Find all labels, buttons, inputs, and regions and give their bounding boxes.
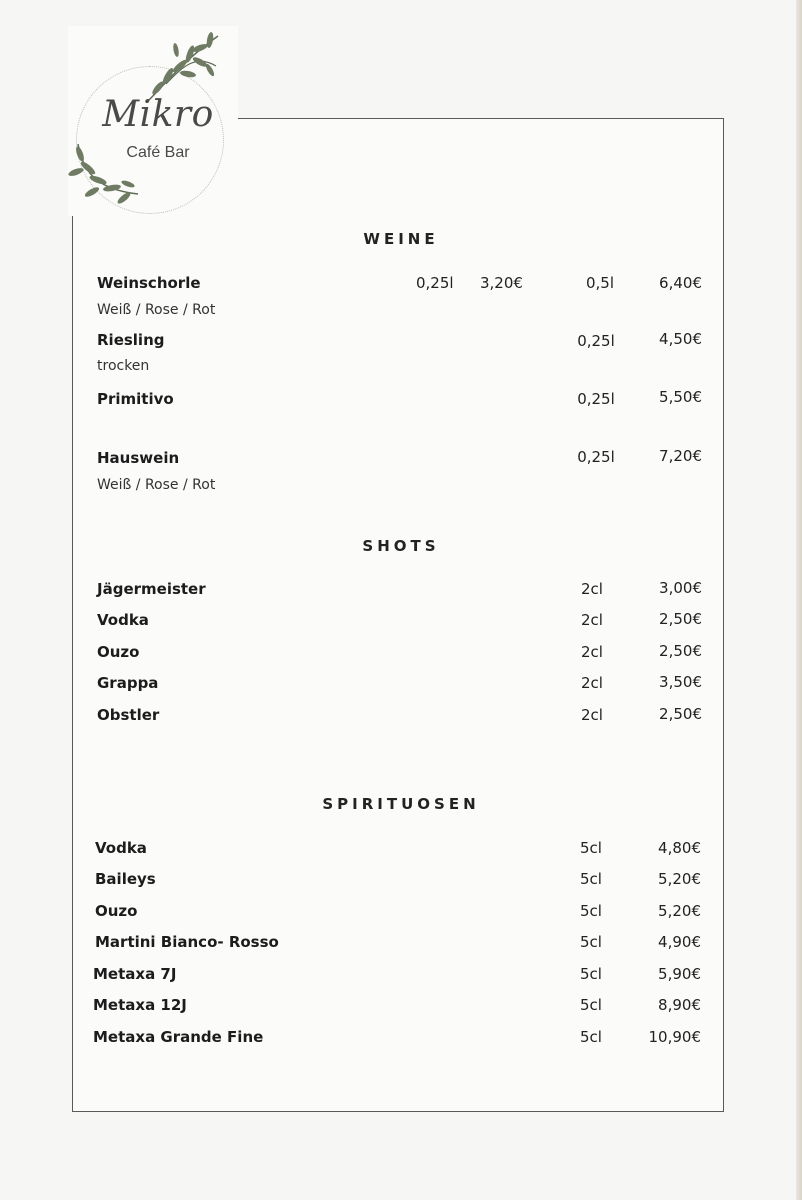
menu-item-description: Weiß / Rose / Rot: [97, 302, 216, 318]
menu-item-price: 8,90€: [658, 996, 701, 1014]
menu-item-price: 10,90€: [648, 1028, 701, 1046]
logo: [68, 26, 238, 216]
menu-item-qty: 0,25l: [577, 448, 615, 466]
menu-item-qty: 5cl: [580, 996, 602, 1014]
menu-item-name: Metaxa 7J: [93, 965, 177, 983]
menu-item-name: Primitivo: [97, 390, 174, 408]
menu-item-name: Vodka: [97, 611, 149, 629]
menu-item-price: 5,50€: [659, 388, 702, 406]
menu-item-name: Ouzo: [97, 643, 140, 661]
menu-item-name: Obstler: [97, 706, 160, 724]
menu-item-name: Grappa: [97, 674, 159, 692]
menu-item-qty: 5cl: [580, 839, 602, 857]
menu-item-qty: 2cl: [581, 706, 603, 724]
menu-item-price: 3,00€: [659, 579, 702, 597]
menu-item-name: Hauswein: [97, 449, 180, 467]
menu-item-name: Jägermeister: [97, 580, 206, 598]
menu-item-name: Baileys: [95, 870, 156, 888]
menu-item-price-small: 3,20€: [480, 274, 523, 292]
menu-item-price: 5,20€: [658, 870, 701, 888]
menu-item-qty: 5cl: [580, 965, 602, 983]
menu-item-price: 2,50€: [659, 642, 702, 660]
section-title-shots: SHOTS: [362, 537, 440, 555]
menu-item-name: Martini Bianco- Rosso: [95, 933, 279, 951]
menu-item-qty: 5cl: [580, 1028, 602, 1046]
menu-item-name: Metaxa Grande Fine: [93, 1028, 264, 1046]
page-edge: [796, 0, 802, 1200]
menu-item-description: trocken: [97, 358, 150, 374]
logo-subtitle: Café Bar: [126, 144, 190, 161]
menu-item-price: 7,20€: [659, 447, 702, 465]
menu-item-price: 2,50€: [659, 705, 702, 723]
menu-item-qty: 5cl: [580, 933, 602, 951]
menu-item-price: 3,50€: [659, 673, 702, 691]
menu-item-qty: 0,5l: [585, 274, 615, 292]
menu-item-price: 4,50€: [659, 330, 702, 348]
menu-item-qty-small: 0,25l: [416, 274, 454, 292]
menu-item-description: Weiß / Rose / Rot: [97, 477, 216, 493]
section-title-weine: WEINE: [363, 230, 439, 248]
menu-item-name: Riesling: [97, 331, 165, 349]
logo-name: Mikro: [102, 94, 214, 135]
menu-item-name: Weinschorle: [97, 274, 201, 292]
menu-item-price: 4,90€: [658, 933, 701, 951]
menu-item-qty: 0,25l: [577, 390, 615, 408]
menu-item-qty: 0,25l: [577, 332, 615, 350]
menu-item-name: Ouzo: [95, 902, 138, 920]
menu-item-qty: 2cl: [581, 674, 603, 692]
menu-item-qty: 5cl: [580, 902, 602, 920]
menu-item-price: 2,50€: [659, 610, 702, 628]
menu-item-price: 6,40€: [659, 274, 702, 292]
menu-item-qty: 5cl: [580, 870, 602, 888]
menu-item-name: Metaxa 12J: [93, 996, 187, 1014]
menu-item-name: Vodka: [95, 839, 147, 857]
menu-item-qty: 2cl: [581, 611, 603, 629]
section-title-spirituosen: SPIRITUOSEN: [322, 795, 480, 813]
menu-item-qty: 2cl: [581, 580, 603, 598]
menu-item-price: 5,20€: [658, 902, 701, 920]
menu-item-price: 4,80€: [658, 839, 701, 857]
menu-item-price: 5,90€: [658, 965, 701, 983]
menu-item-qty: 2cl: [581, 643, 603, 661]
